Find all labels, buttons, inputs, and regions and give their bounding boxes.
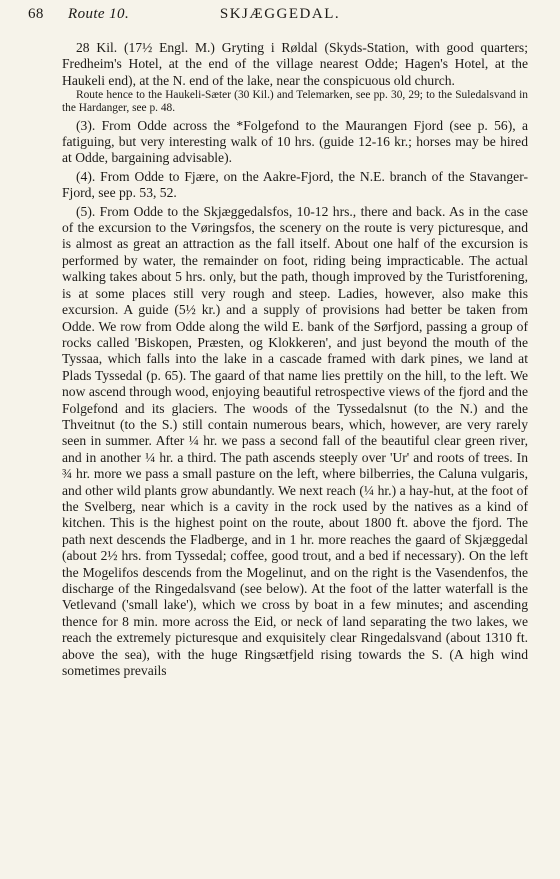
page-title: SKJÆGGEDAL.	[219, 6, 341, 22]
paragraph-route-note: Route hence to the Haukeli-Sæter (30 Kil.) and Telemarken, see pp. 30, 29; to the Suledalsvand in the Hardanger, see p. 48.	[62, 89, 528, 115]
paragraph-roldal: 28 Kil. (17½ Engl. M.) Gryting i Røldal (Skyds-Station, with good quarters; Fredheim's Hotel, at the end of the village nearest Odde; Hagen's Hotel, at the Haukeli end), at the N. end of the lake, near the conspicuous old church.	[62, 40, 528, 88]
paragraph-folgefond: (3). From Odde across the *Folgefond to the Maurangen Fjord (see p. 56), a fatiguing, but very interesting walk of 10 hrs. (guide 12-16 kr.; horses may be hired at Odde, bargaining advisable).	[62, 117, 528, 166]
body-text	[62, 40, 528, 679]
running-header	[28, 6, 532, 28]
paragraph-skjaeggedalsfos: (5). From Odde to the Skjæggedalsfos, 10-12 hrs., there and back. As in the case of the excursion to the Vøringsfos, the scenery on the route is very picturesque, and is almost as great an attraction as the fall itself. About one half of the excursion is performed by water, the remainder on foot, riding being impracticable. The actual walking takes about 5 hrs. only, but the path, though improved by the Turistforening, is at some places still very rough and steep. Ladies, however, also make this excursion. A guide (5½ kr.) and a supply of provisions had better be taken from Odde. We row from Odde along the wild E. bank of the Sørfjord, passing a group of rocks called 'Biskopen, Præsten, og Klokkeren', and just beyond the mouth of the Tyssaa, which falls into the lake in a cascade framed with dark pines, we land at Plads Tyssedal (p. 65). The gaard of that name lies prettily on the hill, to the left. We now ascend through wood, enjoying beautiful retrospective views of the fjord and the Folgefond and its glaciers. The woods of the Tyssedalsnut (to the N.) and the Thveitnut (to the S.) still contain numerous bears, which, however, are very rarely seen in summer. After ¼ hr. we pass a second fall of the beautiful clear green river, and in another ¼ hr. a third. The path ascends steeply over 'Ur' and roots of trees. In ¾ hr. more we pass a small pasture on the left, where bilberries, the Caluna vulgaris, and other wild plants grow abundantly. We next reach (¼ hr.) a hay-hut, at the foot of the Svelberg, near which is a cavity in the rock used by the natives as a kind of kitchen. This is the highest point on the route, about 1800 ft. above the fjord. The path next descends the Fladberge, and in 1 hr. more reaches the gaard of Skjæggedal (about 2½ hrs. from Tyssedal; coffee, good trout, and a bed if necessary). On the left the Mogelifos descends from the Mogelinut, and on the right is the Vasendenfos, the discharge of the Ringedalsvand (see below). At the foot of the latter waterfall is the Vetlevand ('small lake'), which we cross by boat in a few minutes; and ascending thence for 8 min. more across the Eid, or neck of land separating the two lakes, we reach the extremely picturesque and exquisitely clear Ringedalsvand (about 1310 ft. above the sea), with the huge Ringsætfjeld rising towards the S. (A high wind sometimes prevails	[62, 203, 528, 679]
route-label: Route 10.	[68, 6, 130, 22]
page-number: 68	[28, 6, 44, 22]
paragraph-fjaere: (4). From Odde to Fjære, on the Aakre-Fjord, the N.E. branch of the Stavanger-Fjord, see pp. 53, 52.	[62, 168, 528, 201]
